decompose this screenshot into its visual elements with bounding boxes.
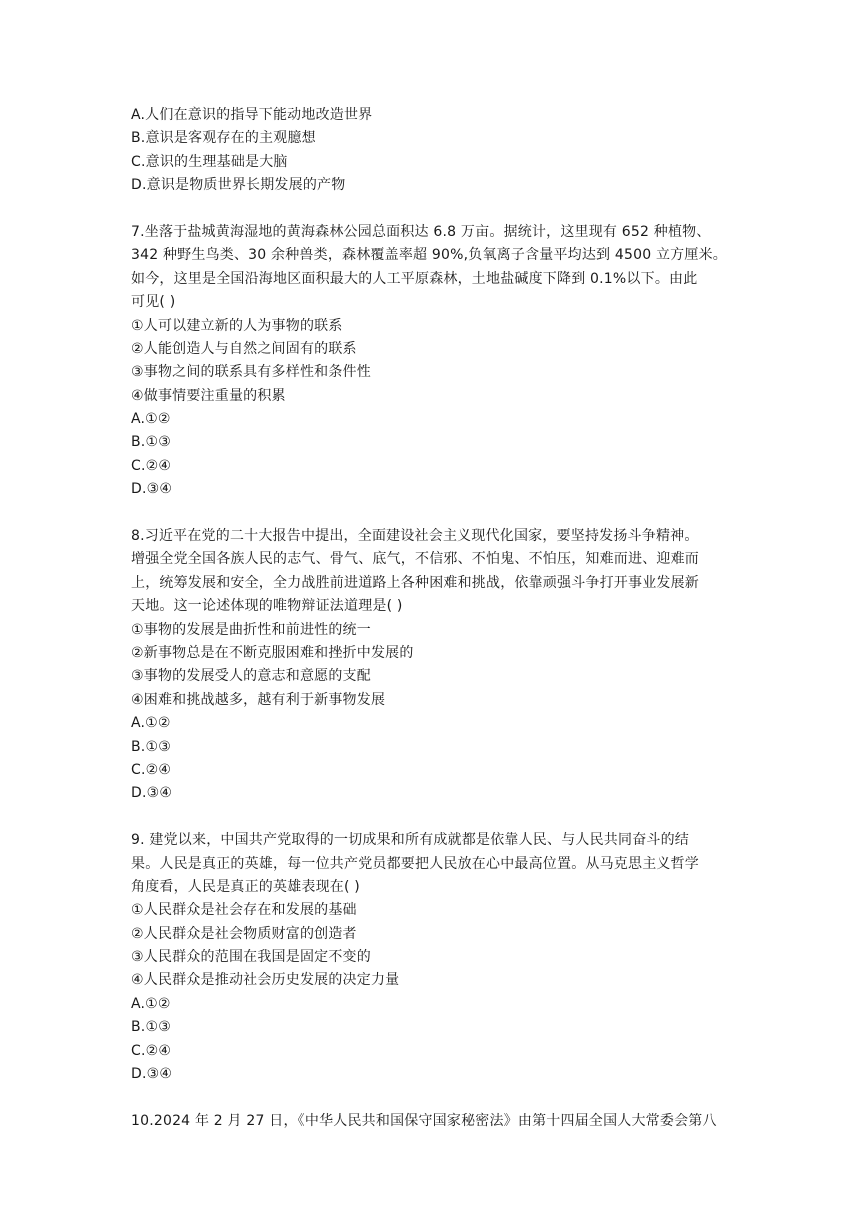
question-stem-line: 10.2024 年 2 月 27 日，《中华人民共和国保守国家秘密法》由第十四届全国人大常委会第八 <box>131 1112 717 1129</box>
question-8 <box>131 525 741 806</box>
question-stem-line: 9. 建党以来，中国共产党取得的一切成果和所有成就都是依靠人民、与人民共同奋斗的结 <box>131 832 690 849</box>
option-b: B.①③ <box>131 434 171 451</box>
spacer <box>131 502 741 525</box>
statement-2: ②人民群众是社会物质财富的创造者 <box>131 925 357 942</box>
option-a: A.①② <box>131 411 171 428</box>
option-d: D.③④ <box>131 1066 173 1083</box>
statement-3: ③人民群众的范围在我国是固定不变的 <box>131 949 371 966</box>
option-c: C.②④ <box>131 1042 172 1059</box>
option-d: D.意识是物质世界长期发展的产物 <box>131 177 346 194</box>
question-stem-line: 果。人民是真正的英雄，每一位共产党员都要把人民放在心中最高位置。从马克思主义哲学 <box>131 855 699 872</box>
option-c: C.②④ <box>131 457 172 474</box>
statement-1: ①人民群众是社会存在和发展的基础 <box>131 902 357 919</box>
question-stem-line: 8.习近平在党的二十大报告中提出，全面建设社会主义现代化国家，要坚持发扬斗争精神。 <box>131 528 699 545</box>
statement-4: ④困难和挑战越多，越有利于新事物发展 <box>131 691 386 708</box>
option-c: C.②④ <box>131 761 172 778</box>
question-7 <box>131 221 741 502</box>
question-stem-line: 上，统筹发展和安全，全力战胜前进道路上各种困难和挑战，依靠顽强斗争打开事业发展新 <box>131 574 699 591</box>
question-stem-line: 如今，这里是全国沿海地区面积最大的人工平原森林，土地盐碱度下降到 0.1%以下。由此 <box>131 270 698 287</box>
option-a: A.①② <box>131 995 171 1012</box>
option-b: B.意识是客观存在的主观臆想 <box>131 130 316 147</box>
question-9 <box>131 829 741 1086</box>
statement-3: ③事物之间的联系具有多样性和条件性 <box>131 364 371 381</box>
spacer <box>131 198 741 221</box>
statement-1: ①人可以建立新的人为事物的联系 <box>131 317 343 334</box>
question-stem-line: 可见( ) <box>131 294 176 311</box>
statement-2: ②新事物总是在不断克服困难和挫折中发展的 <box>131 644 414 661</box>
question-stem-line: 7.坐落于盐城黄海湿地的黄海森林公园总面积达 6.8 万亩。据统计，这里现有 652 种植物、 <box>131 223 711 240</box>
question-stem-line: 天地。这一论述体现的唯物辩证法道理是( ) <box>131 598 403 615</box>
question-stem-line: 角度看，人民是真正的英雄表现在( ) <box>131 878 360 895</box>
statement-4: ④做事情要注重量的积累 <box>131 387 286 404</box>
document-page <box>131 104 741 1133</box>
option-a: A.人们在意识的指导下能动地改造世界 <box>131 107 373 123</box>
spacer <box>131 1086 741 1109</box>
option-c: C.意识的生理基础是大脑 <box>131 153 288 170</box>
question-6-options <box>131 104 741 198</box>
statement-1: ①事物的发展是曲折性和前进性的统一 <box>131 621 371 638</box>
statement-3: ③事物的发展受人的意志和意愿的支配 <box>131 668 371 685</box>
option-a: A.①② <box>131 715 171 732</box>
spacer <box>131 806 741 829</box>
question-stem-line: 增强全党全国各族人民的志气、骨气、底气，不信邪、不怕鬼、不怕压，知难而进、迎难而 <box>131 551 699 568</box>
option-b: B.①③ <box>131 738 171 755</box>
statement-4: ④人民群众是推动社会历史发展的决定力量 <box>131 972 400 989</box>
option-d: D.③④ <box>131 481 173 498</box>
question-10 <box>131 1110 741 1133</box>
option-d: D.③④ <box>131 785 173 802</box>
option-b: B.①③ <box>131 1019 171 1036</box>
statement-2: ②人能创造人与自然之间固有的联系 <box>131 340 357 357</box>
question-stem-line: 342 种野生鸟类、30 余种兽类，森林覆盖率超 90%,负氧离子含量平均达到 4500 立方厘米。 <box>131 247 727 264</box>
